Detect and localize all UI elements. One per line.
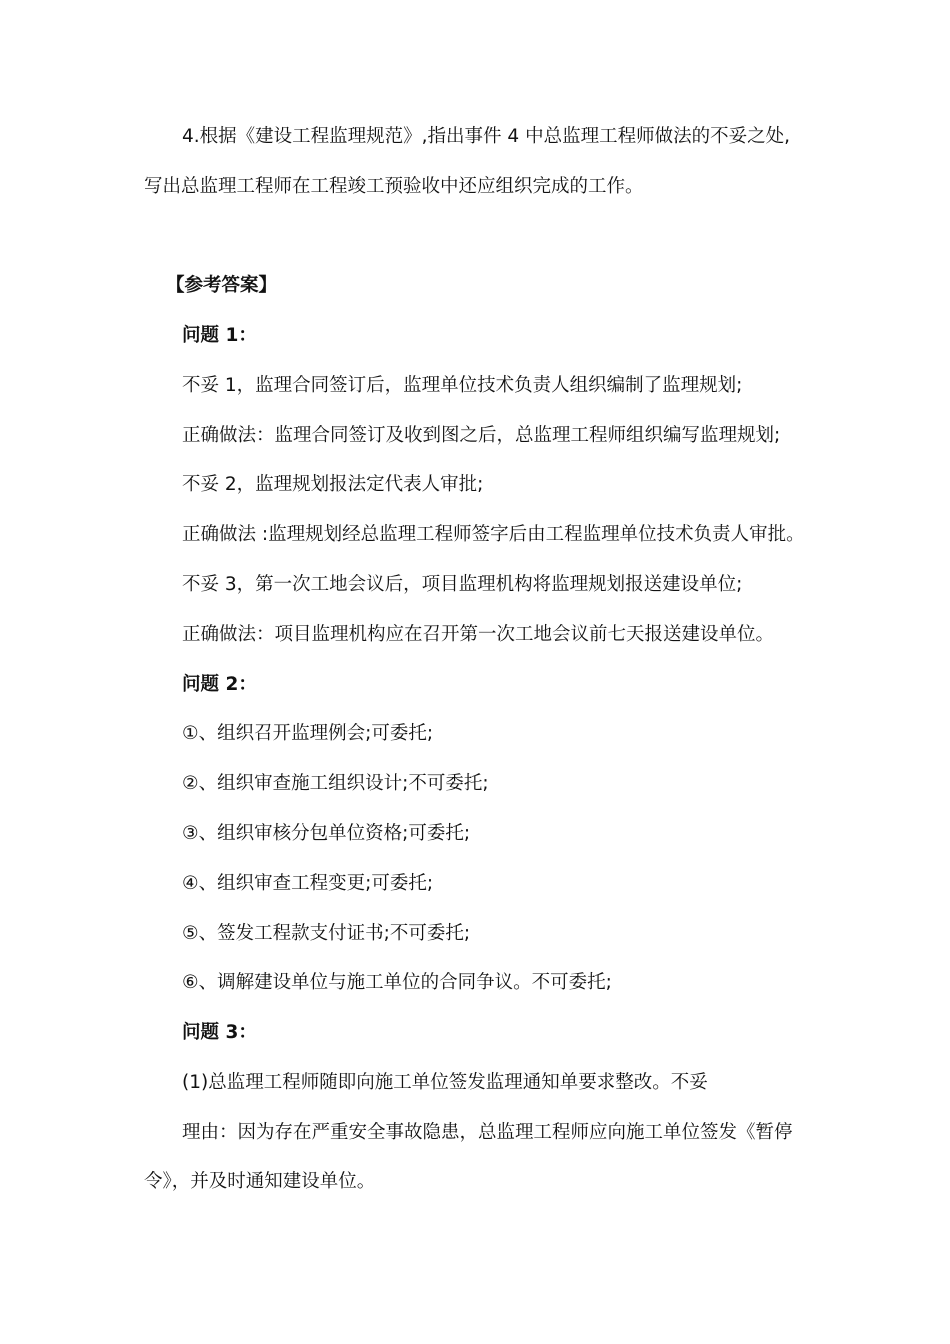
q2-item: ④、组织审查工程变更;可委托; bbox=[182, 873, 434, 894]
q3-heading: 问题 3： bbox=[182, 1022, 257, 1043]
q1-item: 正确做法 :监理规划经总监理工程师签字后由工程监理单位技术负责人审批。 bbox=[182, 524, 805, 545]
q2-item: ⑤、签发工程款支付证书;不可委托; bbox=[182, 923, 471, 944]
q2-item: ②、组织审查施工组织设计;不可委托; bbox=[182, 773, 489, 794]
answer-heading: 【参考答案】 bbox=[166, 275, 278, 296]
q3-line1: (1)总监理工程师随即向施工单位签发监理通知单要求整改。不妥 bbox=[182, 1072, 708, 1093]
question4-line2: 写出总监理工程师在工程竣工预验收中还应组织完成的工作。 bbox=[144, 176, 644, 197]
q3-line2: 理由：因为存在严重安全事故隐患，总监理工程师应向施工单位签发《暂停 bbox=[182, 1122, 793, 1143]
q1-item: 不妥 2，监理规划报法定代表人审批; bbox=[182, 474, 484, 495]
q2-heading: 问题 2： bbox=[182, 674, 257, 695]
q1-item: 正确做法：监理合同签订及收到图之后，总监理工程师组织编写监理规划; bbox=[182, 425, 781, 446]
q2-item: ③、组织审核分包单位资格;可委托; bbox=[182, 823, 471, 844]
q2-item: ⑥、调解建设单位与施工单位的合同争议。不可委托; bbox=[182, 972, 612, 993]
question4-line1: 4.根据《建设工程监理规范》,指出事件 4 中总监理工程师做法的不妥之处, bbox=[182, 126, 790, 147]
q1-heading: 问题 1： bbox=[182, 325, 257, 346]
q1-item: 正确做法：项目监理机构应在召开第一次工地会议前七天报送建设单位。 bbox=[182, 624, 775, 645]
q2-item: ①、组织召开监理例会;可委托; bbox=[182, 723, 434, 744]
q3-line3: 令》，并及时通知建设单位。 bbox=[144, 1171, 376, 1192]
q1-item: 不妥 1，监理合同签订后，监理单位技术负责人组织编制了监理规划; bbox=[182, 375, 743, 396]
q1-item: 不妥 3，第一次工地会议后，项目监理机构将监理规划报送建设单位; bbox=[182, 574, 743, 595]
